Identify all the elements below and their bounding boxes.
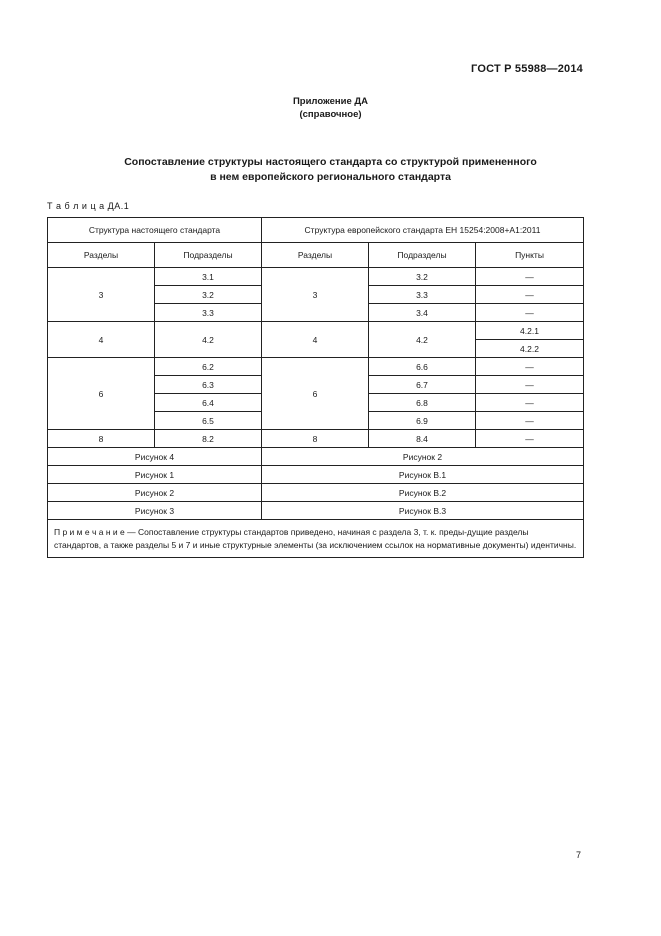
cell-figure-left: Рисунок 1 xyxy=(48,466,262,484)
cell-left-subsection: 3.1 xyxy=(155,268,262,286)
title-line-1: Сопоставление структуры настоящего стандарта со структурой примененного xyxy=(124,156,537,168)
document-code: ГОСТ Р 55988—2014 xyxy=(471,63,583,75)
cell-right-subsection: 6.7 xyxy=(369,376,476,394)
cell-right-section: 4 xyxy=(262,322,369,358)
document-title xyxy=(60,155,601,185)
cell-point: — xyxy=(476,376,584,394)
cell-point: — xyxy=(476,268,584,286)
cell-left-subsection: 6.5 xyxy=(155,412,262,430)
column-header: Пункты xyxy=(476,243,584,268)
cell-right-section: 8 xyxy=(262,430,369,448)
cell-right-subsection: 6.6 xyxy=(369,358,476,376)
cell-figure-right: Рисунок 2 xyxy=(262,448,584,466)
table-row xyxy=(48,322,584,340)
note-row xyxy=(48,520,584,558)
cell-figure-right: Рисунок В.1 xyxy=(262,466,584,484)
cell-point: — xyxy=(476,412,584,430)
cell-left-subsection: 4.2 xyxy=(155,322,262,358)
cell-left-section: 3 xyxy=(48,268,155,322)
column-header: Разделы xyxy=(262,243,369,268)
appendix-heading xyxy=(0,95,661,121)
group-header-left: Структура настоящего стандарта xyxy=(48,218,262,243)
group-header-row xyxy=(48,218,584,243)
cell-right-subsection: 3.2 xyxy=(369,268,476,286)
cell-figure-right: Рисунок В.3 xyxy=(262,502,584,520)
comparison-table xyxy=(47,217,584,558)
column-header: Разделы xyxy=(48,243,155,268)
figure-row xyxy=(48,502,584,520)
cell-figure-left: Рисунок 2 xyxy=(48,484,262,502)
cell-left-subsection: 8.2 xyxy=(155,430,262,448)
cell-left-section: 4 xyxy=(48,322,155,358)
cell-right-subsection: 3.4 xyxy=(369,304,476,322)
appendix-title: Приложение ДА xyxy=(292,96,369,107)
cell-point: — xyxy=(476,358,584,376)
cell-point: 4.2.2 xyxy=(476,340,584,358)
cell-figure-left: Рисунок 4 xyxy=(48,448,262,466)
cell-point: — xyxy=(476,286,584,304)
group-header-right: Структура европейского стандарта ЕН 15254:2008+А1:2011 xyxy=(262,218,584,243)
cell-right-section: 3 xyxy=(262,268,369,322)
note-label: П р и м е ч а н и е xyxy=(54,527,125,537)
cell-left-subsection: 6.4 xyxy=(155,394,262,412)
column-header: Подразделы xyxy=(369,243,476,268)
table-row xyxy=(48,358,584,376)
appendix-subtitle: (справочное) xyxy=(299,109,362,120)
table-caption: Т а б л и ц а ДА.1 xyxy=(47,201,130,211)
page-number: 7 xyxy=(575,850,581,860)
figure-row xyxy=(48,466,584,484)
cell-point: 4.2.1 xyxy=(476,322,584,340)
title-line-2: в нем европейского регионального стандарта xyxy=(210,171,451,183)
cell-right-subsection: 8.4 xyxy=(369,430,476,448)
note-text: — Сопоставление структуры стандартов приведено, начиная с раздела 3, т. к. преды-дущие разделы стандартов, а также разделы 5 и 7 и иные структурные элементы (за исключением ссылок на нормативные документы) идентичны. xyxy=(54,527,577,550)
cell-left-subsection: 3.3 xyxy=(155,304,262,322)
figure-row xyxy=(48,448,584,466)
cell-right-subsection: 3.3 xyxy=(369,286,476,304)
table-row xyxy=(48,430,584,448)
cell-figure-right: Рисунок В.2 xyxy=(262,484,584,502)
cell-left-subsection: 6.2 xyxy=(155,358,262,376)
cell-point: — xyxy=(476,394,584,412)
cell-left-section: 8 xyxy=(48,430,155,448)
table-note xyxy=(48,520,584,558)
comparison-table-body xyxy=(48,218,584,558)
cell-point: — xyxy=(476,430,584,448)
column-header-row xyxy=(48,243,584,268)
cell-figure-left: Рисунок 3 xyxy=(48,502,262,520)
cell-right-subsection: 6.8 xyxy=(369,394,476,412)
figure-row xyxy=(48,484,584,502)
cell-right-subsection: 4.2 xyxy=(369,322,476,358)
cell-left-subsection: 6.3 xyxy=(155,376,262,394)
table-row xyxy=(48,268,584,286)
cell-right-subsection: 6.9 xyxy=(369,412,476,430)
cell-right-section: 6 xyxy=(262,358,369,430)
cell-left-section: 6 xyxy=(48,358,155,430)
cell-point: — xyxy=(476,304,584,322)
column-header: Подразделы xyxy=(155,243,262,268)
cell-left-subsection: 3.2 xyxy=(155,286,262,304)
